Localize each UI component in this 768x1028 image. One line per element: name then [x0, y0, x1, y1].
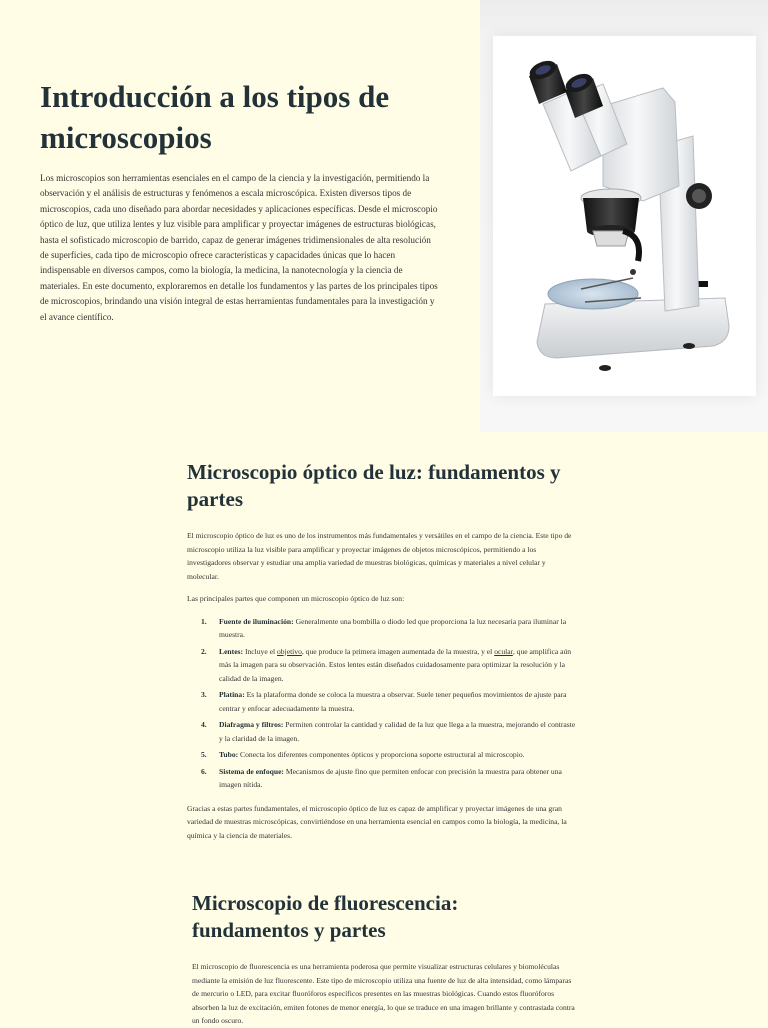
section-closing: Gracias a estas partes fundamentales, el microscopio óptico de luz es capaz de amplificar y proyectar imágenes de una gran variedad de muestras microscópicas, convirtiéndose en una herramienta esencial en campos como la biología, la medicina, la química y la ciencia de materiales. — [187, 803, 567, 840]
parts-lead: Las principales partes que componen un microscopio óptico de luz son: — [187, 594, 405, 603]
section-intro: El microscopio de fluorescencia es una herramienta poderosa que permite visualizar estructuras celulares y biomoléculas mediante la emisión de luz fluorescente. Este tipo de microscopio utiliza una fuente de luz de alta intensidad, como lámparas de mercurio o LED, para excitar fluoróforos específicos presentes en las muestras biológicas. Cuando estos fluoróforos absorben la luz de excitación, emiten fotones de menor energía, lo que se traduce en una imagen brillante y contrastada contra un fondo oscuro. — [192, 962, 575, 1025]
section-heading: Microscopio óptico de luz: fundamentos y partes — [187, 460, 561, 511]
optical-microscope-section — [187, 459, 577, 842]
list-item: 6. Sistema de enfoque: Mecanismos de ajuste fino que permiten enfocar con precisión la muestra para obtener una imagen nítida. — [201, 766, 562, 789]
parts-list — [187, 615, 577, 792]
list-item: 1. Fuente de iluminación: Generalmente una bombilla o diodo led que proporciona la luz necesaria para iluminar la muestra. — [201, 616, 567, 639]
ocular-link[interactable]: ocular — [494, 646, 513, 656]
page-title: Introducción a los tipos de microscopios — [40, 79, 390, 155]
list-item: 5. Tubo: Conecta los diferentes componentes ópticos y proporciona soporte estructural al microscopio. — [201, 750, 525, 759]
intro-paragraph: Los microscopios son herramientas esenciales en el campo de la ciencia y la investigación, permitiendo la observación y el análisis de estructuras y fenómenos a escala microscópica. Existen diversos tipos de microscopios, cada uno diseñado para abordar necesidades y aplicaciones específicas. Desde el microscopio óptico de luz, que utiliza lentes y luz visible para amplificar y proyectar imágenes de estructuras biológicas, hasta el sofisticado microscopio de barrido, capaz de generar imágenes tridimensionales de alta resolución de superficies, cada tipo de microscopio ofrece características y capacidades únicas que lo hacen indispensable en diversos campos, como la biología, la medicina, la nanotecnología y la ciencia de materiales. En este documento, exploraremos en detalle los fundamentos y las partes de los principales tipos de microscopios, brindando una visión integral de estas herramientas fundamentales para la investigación y el avance científico. — [40, 173, 438, 322]
section-intro: El microscopio óptico de luz es uno de los instrumentos más fundamentales y versátiles en el campo de la ciencia. Este tipo de microscopio utiliza la luz visible para amplificar y proyectar imágenes de objetos microscópicos, permitiendo a los investigadores observar y estudiar una amplia variedad de muestras biológicas, químicas y materiales a nivel celular y molecular. — [187, 531, 572, 581]
objetivo-link[interactable]: objetivo — [277, 646, 302, 656]
section-heading: Microscopio de fluorescencia: fundamentos y partes — [192, 891, 459, 942]
list-item: 2. Lentes: Incluye el objetivo, que produce la primera imagen aumentada de la muestra, y el ocular, que amplifica aún más la imagen para su observación. Estos lentes están diseñados cuidadosamente para optimizar la resolución y la calidad de la imagen. — [201, 646, 572, 683]
microscope-illustration — [493, 36, 756, 396]
microscope-image — [493, 36, 756, 396]
fluorescence-microscope-section — [192, 890, 577, 1028]
list-item: 3. Platina: Es la plataforma donde se coloca la muestra a observar. Suele tener pequeños movimientos de ajuste para centrar y enfocar adecuadamente la muestra. — [201, 690, 567, 713]
list-item: 4. Diafragma y filtros: Permiten controlar la cantidad y calidad de la luz que llega a la muestra, mejorando el contraste y la claridad de la imagen. — [201, 720, 576, 743]
